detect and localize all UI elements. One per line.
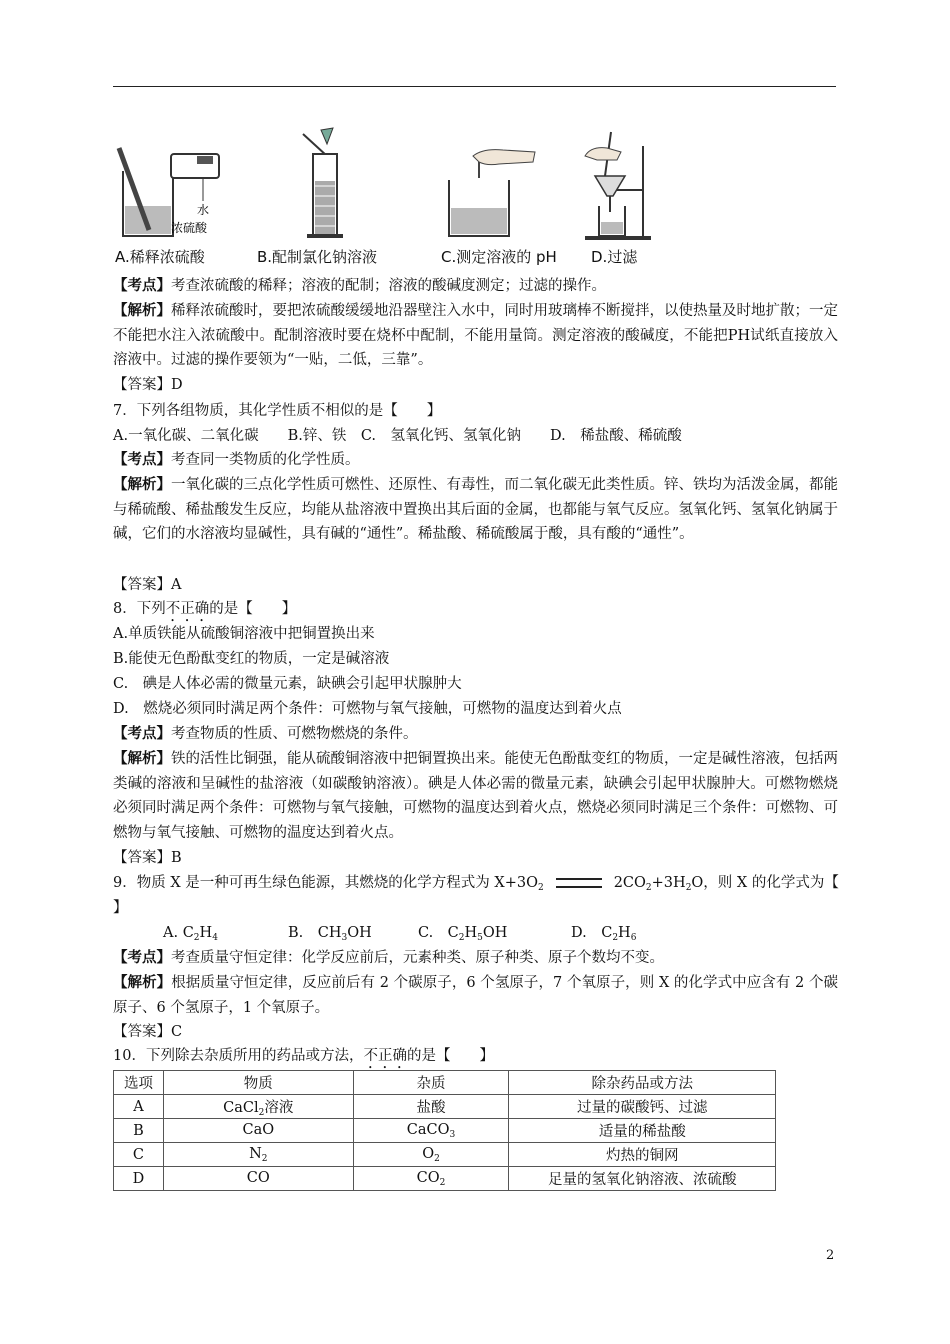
- figure-a-caption: A.稀释浓硫酸: [115, 248, 205, 266]
- table-cell: 盐酸: [353, 1095, 509, 1119]
- q9-stem: 9．物质 X 是一种可再生绿色能源，其燃烧的化学方程式为 $X+3O_2$ $2CO_2+3H_2O$，则 X 的化学式为【: [113, 875, 839, 893]
- q8-option-d: D. 燃烧必须同时满足两个条件：可燃物与氧气接触，可燃物的温度达到着火点: [113, 701, 622, 717]
- q9-option-a: A. $C_2H_4$: [163, 925, 218, 943]
- q9-jiexi: 【解析】根据质量守恒定律，反应前后有 2 个碳原子，6 个氢原子，7 个氧原子，则 X 的化学式中应含有 2 个碳原子、6 个氢原子，1 个氧原子。: [113, 974, 839, 1016]
- q6-kaodian: 【考点】考查浓硫酸的稀释；溶液的配制；溶液的酸碱度测定；过滤的操作。: [113, 277, 606, 294]
- figure-c-caption: C.测定溶液的 pH: [441, 248, 557, 266]
- q10-stem: 10．下列除去杂质所用的药品或方法，不正确的是【 】: [113, 1048, 494, 1064]
- svg-text:浓硫酸: 浓硫酸: [171, 221, 208, 235]
- equation-sign: [556, 878, 602, 888]
- table-cell: 适量的稀盐酸: [509, 1119, 776, 1143]
- table-cell: D: [114, 1167, 164, 1191]
- table-cell: $CO_2$: [353, 1167, 509, 1191]
- q8-option-a: A.单质铁能从硫酸铜溶液中把铜置换出来: [113, 626, 375, 642]
- q8-option-b: B.能使无色酚酞变红的物质，一定是碱溶液: [113, 651, 390, 667]
- figure-a: [113, 126, 228, 266]
- table-cell: 灼热的铜网: [509, 1143, 776, 1167]
- header-rule: [113, 86, 836, 87]
- figure-b: [257, 126, 378, 266]
- table-cell: C: [114, 1143, 164, 1167]
- impurity-table: [113, 1070, 776, 1191]
- table-cell: CaCO$_3$: [353, 1119, 509, 1143]
- table-cell: A: [114, 1095, 164, 1119]
- figure-d-caption: D.过滤: [591, 248, 638, 266]
- q8-answer: 【答案】B: [113, 850, 182, 866]
- q8-stem: 8．下列不正确的是【 】: [113, 601, 297, 617]
- dilute-acid-illustration: [113, 126, 228, 246]
- figure-c: [441, 126, 557, 266]
- filtration-illustration: [581, 126, 661, 246]
- q8-kaodian: 【考点】考查物质的性质、可燃物燃烧的条件。: [113, 725, 418, 742]
- table-cell: $O_2$: [353, 1143, 509, 1167]
- table-row: [114, 1095, 776, 1119]
- table-header: 除杂药品或方法: [509, 1071, 776, 1095]
- table-cell: 足量的氢氧化钠溶液、浓硫酸: [509, 1167, 776, 1191]
- q9-option-b: B. $CH_3OH$: [288, 925, 372, 943]
- experiment-figures: [113, 126, 638, 271]
- table-header: 杂质: [353, 1071, 509, 1095]
- table-cell: 过量的碳酸钙、过滤: [509, 1095, 776, 1119]
- q9-option-d: D. $C_2H_6$: [571, 925, 637, 943]
- table-row: [114, 1119, 776, 1143]
- table-cell: CaCl$_2$溶液: [163, 1095, 353, 1119]
- table-row: [114, 1167, 776, 1191]
- q9-stem-end: 】: [113, 900, 128, 916]
- q9-answer: 【答案】C: [113, 1024, 183, 1040]
- table-row: [114, 1143, 776, 1167]
- table-header: 物质: [163, 1071, 353, 1095]
- table-cell: CaO: [163, 1119, 353, 1143]
- table-header: 选项: [114, 1071, 164, 1095]
- q6-jiexi: 【解析】稀释浓硫酸时，要把浓硫酸缓缓地沿器壁注入水中，同时用玻璃棒不断搅拌，以使热量及时地扩散；一定不能把水注入浓硫酸中。配制溶液时要在烧杯中配制，不能用量筒。测定溶液的酸碱度，不能把PH试纸直接放入溶液中。过滤的操作要领为“一贴，二低，三靠”。: [113, 302, 838, 368]
- ph-test-illustration: [443, 126, 553, 246]
- table-header-row: [114, 1071, 776, 1095]
- graduated-cylinder-illustration: [291, 126, 351, 246]
- table-cell: CO: [163, 1167, 353, 1191]
- table-cell: $N_2$: [163, 1143, 353, 1167]
- figure-d: [581, 126, 661, 266]
- q8-jiexi: 【解析】铁的活性比铜强，能从硫酸铜溶液中把铜置换出来。能使无色酚酞变红的物质，一定是碱性溶液，包括两类碱的溶液和呈碱性的盐溶液（如碳酸钠溶液）。碘是人体必需的微量元素，缺碘会引起甲状腺肿大。可燃物燃烧必须同时满足两个条件：可燃物与氧气接触，可燃物的温度达到着火点，燃烧必须同时满足三个条件：可燃物、可燃物与氧气接触、可燃物的温度达到着火点。: [113, 750, 838, 841]
- q7-options: A.一氧化碳、二氧化碳 B.锌、铁 C. 氢氧化钙、氢氧化钠 D. 稀盐酸、稀硫酸: [113, 428, 682, 444]
- q7-stem: 7．下列各组物质，其化学性质不相似的是【 】: [113, 403, 442, 419]
- q6-answer: 【答案】D: [113, 377, 183, 393]
- table-cell: B: [114, 1119, 164, 1143]
- q7-jiexi: 【解析】一氧化碳的三点化学性质可燃性、还原性、有毒性，而二氧化碳无此类性质。锌、铁均为活泼金属，都能与稀硫酸、稀盐酸发生反应，均能从盐溶液中置换出其后面的金属，也都能与氧气反应。氢氧化钙、氢氧化钠属于碱，它们的水溶液均显碱性，具有碱的“通性”。稀盐酸、稀硫酸属于酸，具有酸的“通性”。: [113, 476, 838, 542]
- q8-option-c: C. 碘是人体必需的微量元素，缺碘会引起甲状腺肿大: [113, 676, 462, 692]
- figure-b-caption: B.配制氯化钠溶液: [257, 248, 378, 266]
- q9-option-c: C. $C_2H_5OH$: [418, 925, 508, 943]
- q7-kaodian: 【考点】考查同一类物质的化学性质。: [113, 451, 360, 468]
- svg-text:水: 水: [197, 203, 210, 217]
- q9-kaodian: 【考点】考查质量守恒定律：化学反应前后，元素种类、原子种类、原子个数均不变。: [113, 949, 664, 966]
- page-number: 2: [826, 1248, 835, 1263]
- q7-answer: 【答案】A: [113, 577, 182, 593]
